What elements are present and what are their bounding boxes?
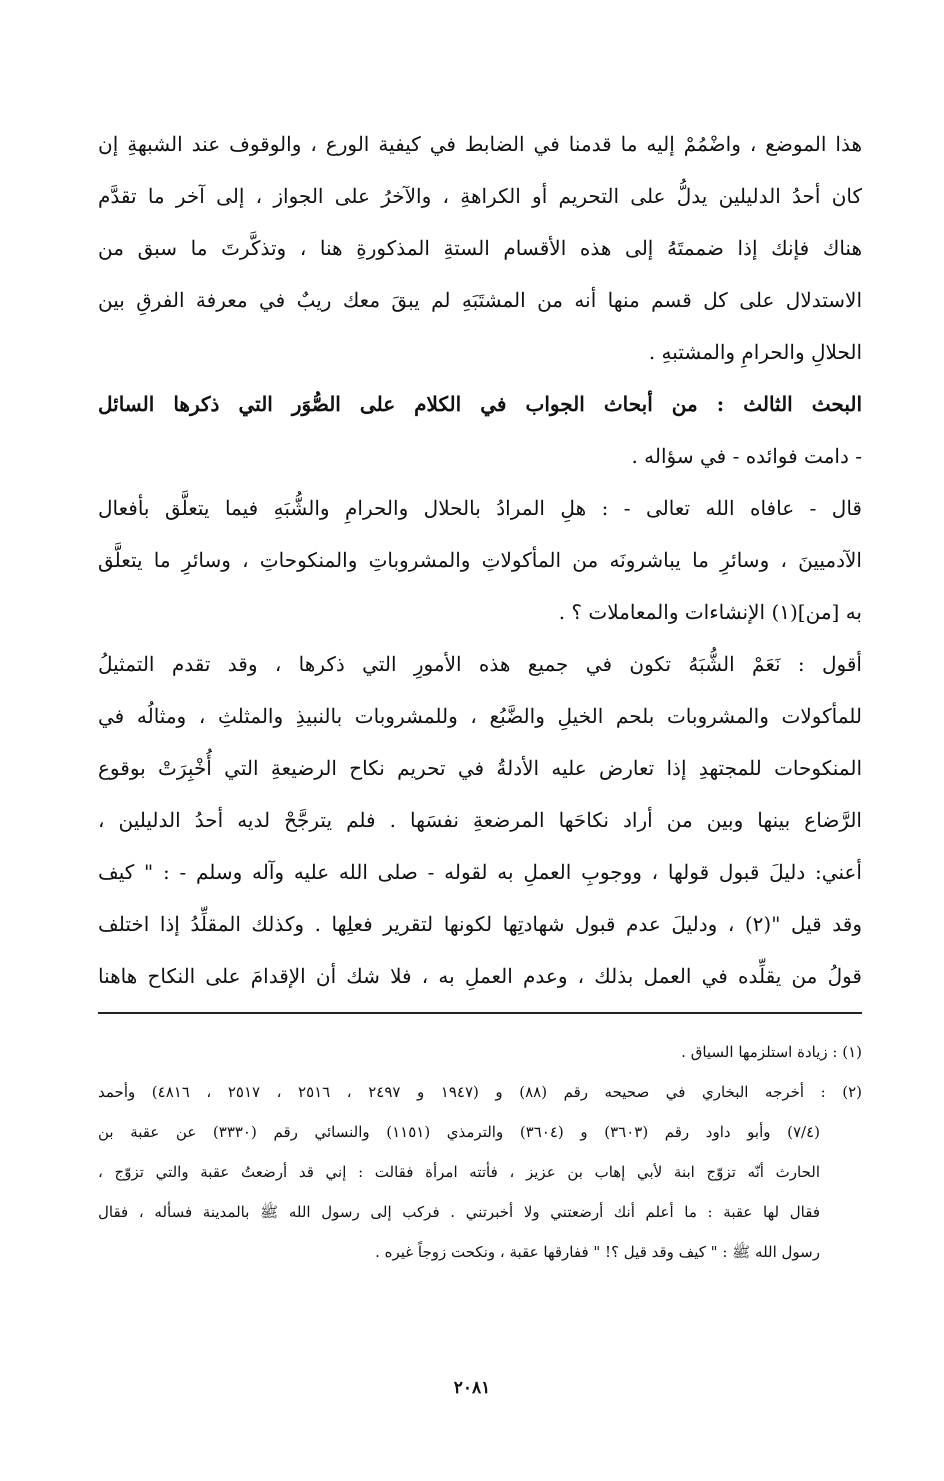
footnote-line: رسول الله ﷺ : " كيف وقد قيل ؟! " ففارقها عقبة ، ونكحت زوجاً غيره . — [375, 1243, 820, 1261]
text-line: قال - عافاه الله تعالى - : هلِ المرادُ بالحلال والحرامِ والشُّبَهِ فيما يتعلَّق بأفعال — [98, 496, 862, 520]
footnote-separator — [98, 1012, 862, 1014]
text-line: أقول : نَعَمْ الشُّبَهُ تكون في جميع هذه الأمورِ التي ذكرها ، وقد تقدم التمثيلُ — [98, 652, 862, 676]
text-line: هناك فإنك إذا ضممتَهُ إلى هذه الأقسام الستةِ المذكورةِ هنا ، وتذكَّرتَ ما سبق من — [98, 236, 862, 260]
section-heading-line: البحث الثالث : من أبحاث الجواب في الكلام على الصُّوَر التي ذكرها السائل — [98, 392, 862, 416]
footnote-line: (٧/٤) وأبو داود رقم (٣٦٠٣) و (٣٦٠٤) والترمذي (١١٥١) والنسائي رقم (٣٣٣٠) عن عقبة بن — [98, 1123, 820, 1141]
page-number: ٢٠٨١ — [453, 1378, 491, 1398]
footnote-line: (٢) : أخرجه البخاري في صحيحه رقم (٨٨) و (١٩٤٧ و ٢٤٩٧ ، ٢٥١٦ ، ٢٥١٧ ، ٤٨١٦) وأحمد — [98, 1083, 862, 1101]
text-line: المنكوحات للمجتهدِ إذا تعارض عليه الأدلةُ في تحريم نكاح الرضيعةِ التي أُخْبِرَتْ بوقوع — [98, 756, 862, 780]
text-line: الحلالِ والحرامِ والمشتبهِ . — [648, 340, 862, 364]
footnote-line: (١) : زيادة استلزمها السياق . — [681, 1043, 862, 1061]
footnotes — [98, 1032, 862, 1272]
text-line: كان أحدُ الدليلين يدلُّ على التحريم أو الكراهةِ ، والآخرُ على الجواز ، إلى آخر ما تقدَّم — [98, 184, 862, 208]
text-line: هذا الموضع ، واضْمُمْ إليه ما قدمنا في الضابط في كيفية الورع ، والوقوف عند الشبهةِ إن — [98, 132, 862, 156]
footnote-line: الحارث أنّه تزوّج ابنة لأبي إهاب بن عزيز ، فأتته امرأة فقالت : إني قد أرضعتُ عقبة والتي تزوّج ، — [98, 1163, 820, 1181]
text-line: أعني: دليلَ قبول قولها ، ووجوبِ العملِ به لقوله - صلى الله عليه وآله وسلم - : " كيف — [98, 860, 862, 884]
text-line: به [من](١) الإنشاءات والمعاملات ؟ . — [558, 600, 862, 624]
text-line: وقد قيل "(٢) ، ودليلَ عدم قبول شهادتِها لكونها لتقرير فعلِها . وكذلك المقلِّدُ إذا اختلف — [98, 912, 862, 936]
text-line: الاستدلال على كل قسم منها أنه من المشتَبَهِ لم يبقَ معك ريبٌ في معرفة الفرقِ بين — [98, 288, 862, 312]
text-line: - دامت فوائده - في سؤاله . — [631, 444, 862, 468]
text-line: للمأكولات والمشروبات بلحم الخيلِ والضَّبُع ، وللمشروبات بالنبيذِ والمثلثِ ، ومثالُه في — [98, 704, 862, 728]
text-line: الرَّضاع بينها وبين من أراد نكاحَها المرضعةِ نفسَها . فلم يترجَّحْ لديه أحدُ الدليلين ، — [98, 808, 862, 832]
text-line: الآدميينَ ، وسائرِ ما يباشرونَه من المأكولاتِ والمشروباتِ والمنكوحاتِ ، وسائرِ ما يتعلَّق — [98, 548, 862, 572]
text-line: قولُ من يقلِّده في العمل بذلك ، وعدم العملِ به ، فلا شك أن الإقدامَ على النكاح هاهنا — [98, 964, 862, 988]
footnote-line: فقال لها عقبة : ما أعلم أنك أرضعتني ولا أخبرتني . فركب إلى رسول الله ﷺ بالمدينة فسأله ، فقال — [98, 1203, 820, 1221]
main-text — [98, 118, 862, 1002]
